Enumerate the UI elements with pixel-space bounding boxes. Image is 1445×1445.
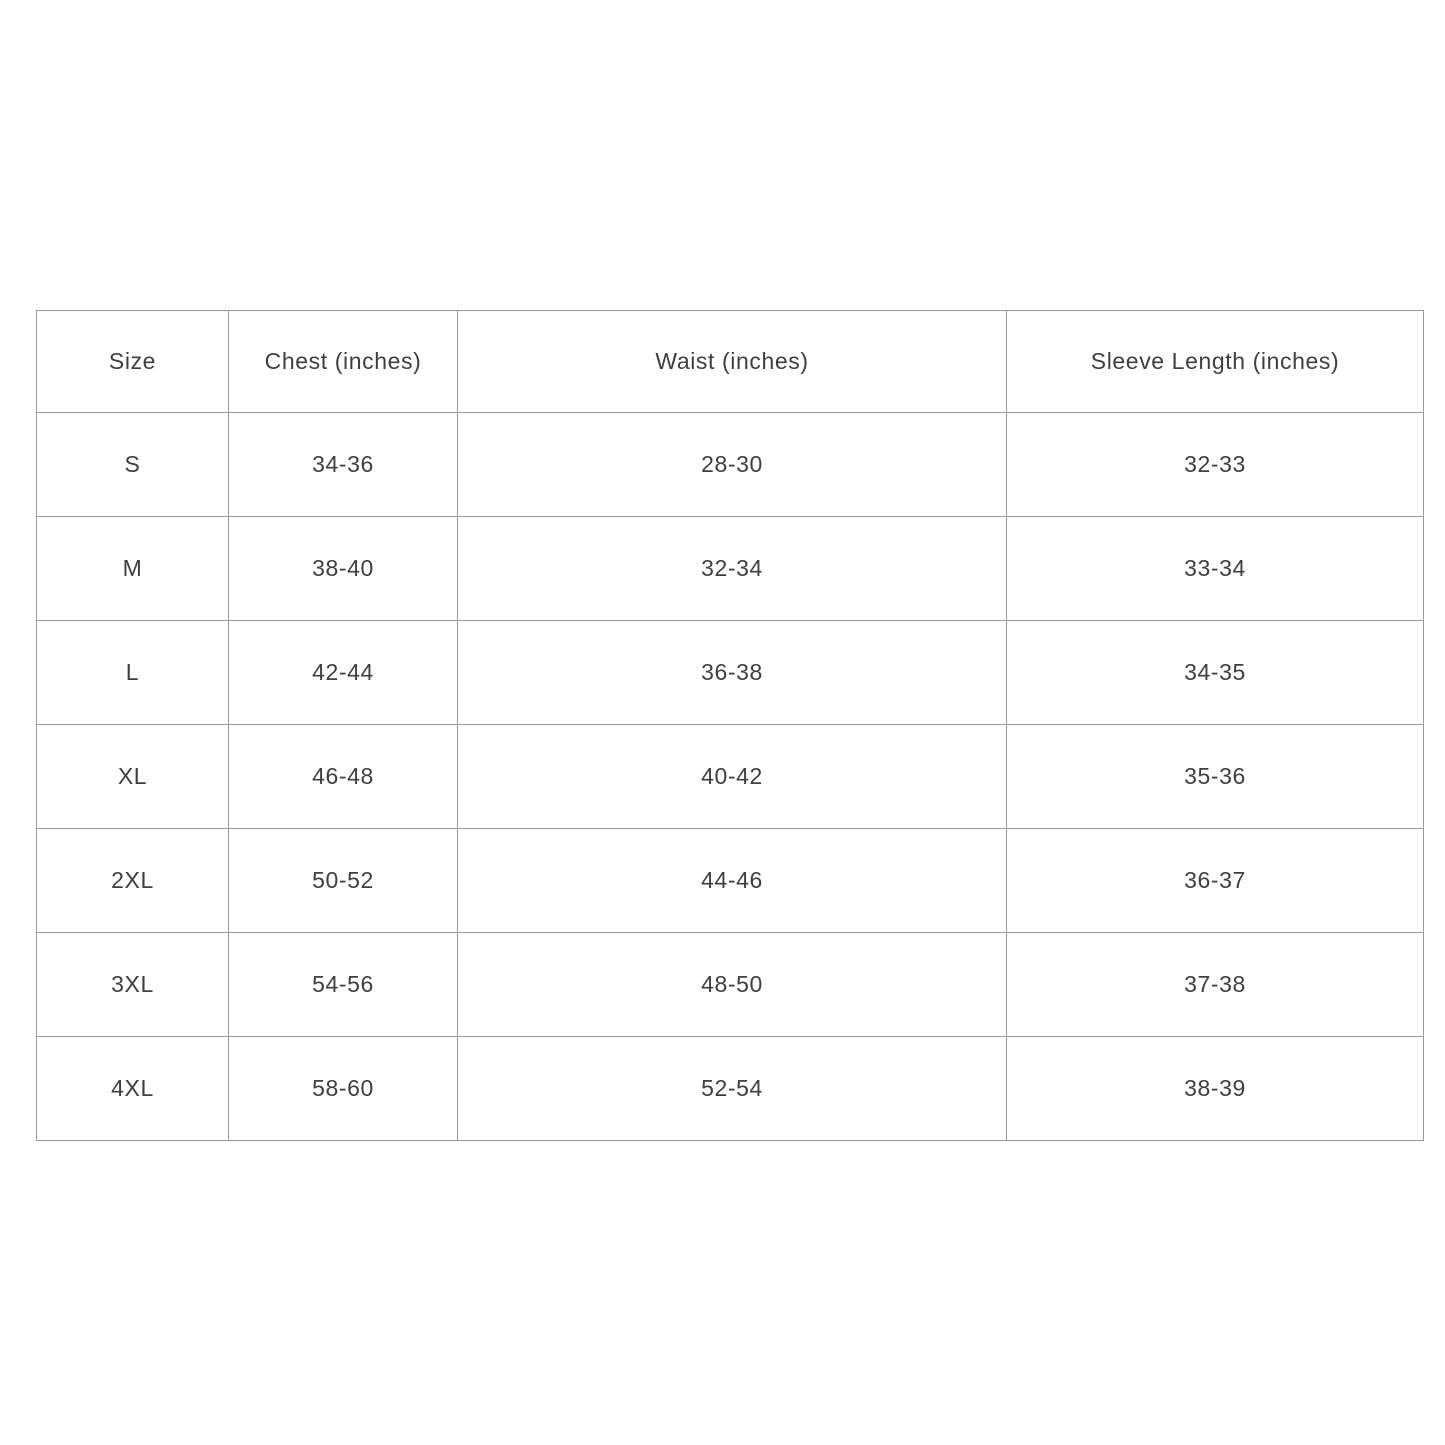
header-chest: Chest (inches) <box>229 311 458 413</box>
table-row <box>37 933 1424 1037</box>
sleeve-cell: 36-37 <box>1007 829 1424 933</box>
size-cell: 3XL <box>37 933 229 1037</box>
chest-cell: 46-48 <box>229 725 458 829</box>
chest-cell: 54-56 <box>229 933 458 1037</box>
size-cell: L <box>37 621 229 725</box>
sleeve-cell: 33-34 <box>1007 517 1424 621</box>
waist-cell: 44-46 <box>458 829 1007 933</box>
sleeve-cell: 32-33 <box>1007 413 1424 517</box>
size-cell: 2XL <box>37 829 229 933</box>
size-chart-table <box>36 310 1424 1141</box>
chest-cell: 42-44 <box>229 621 458 725</box>
header-size: Size <box>37 311 229 413</box>
waist-cell: 52-54 <box>458 1037 1007 1141</box>
chest-cell: 58-60 <box>229 1037 458 1141</box>
size-cell: M <box>37 517 229 621</box>
table-row <box>37 1037 1424 1141</box>
sleeve-cell: 37-38 <box>1007 933 1424 1037</box>
table-row <box>37 829 1424 933</box>
table-row <box>37 621 1424 725</box>
chest-cell: 34-36 <box>229 413 458 517</box>
waist-cell: 36-38 <box>458 621 1007 725</box>
size-cell: S <box>37 413 229 517</box>
waist-cell: 40-42 <box>458 725 1007 829</box>
header-waist: Waist (inches) <box>458 311 1007 413</box>
size-cell: XL <box>37 725 229 829</box>
table-row <box>37 517 1424 621</box>
size-chart-header <box>37 311 1424 413</box>
sleeve-cell: 38-39 <box>1007 1037 1424 1141</box>
table-row <box>37 725 1424 829</box>
sleeve-cell: 35-36 <box>1007 725 1424 829</box>
chest-cell: 50-52 <box>229 829 458 933</box>
header-sleeve: Sleeve Length (inches) <box>1007 311 1424 413</box>
size-chart-body <box>37 413 1424 1141</box>
waist-cell: 48-50 <box>458 933 1007 1037</box>
size-cell: 4XL <box>37 1037 229 1141</box>
chest-cell: 38-40 <box>229 517 458 621</box>
table-row <box>37 413 1424 517</box>
header-row <box>37 311 1424 413</box>
waist-cell: 28-30 <box>458 413 1007 517</box>
sleeve-cell: 34-35 <box>1007 621 1424 725</box>
waist-cell: 32-34 <box>458 517 1007 621</box>
